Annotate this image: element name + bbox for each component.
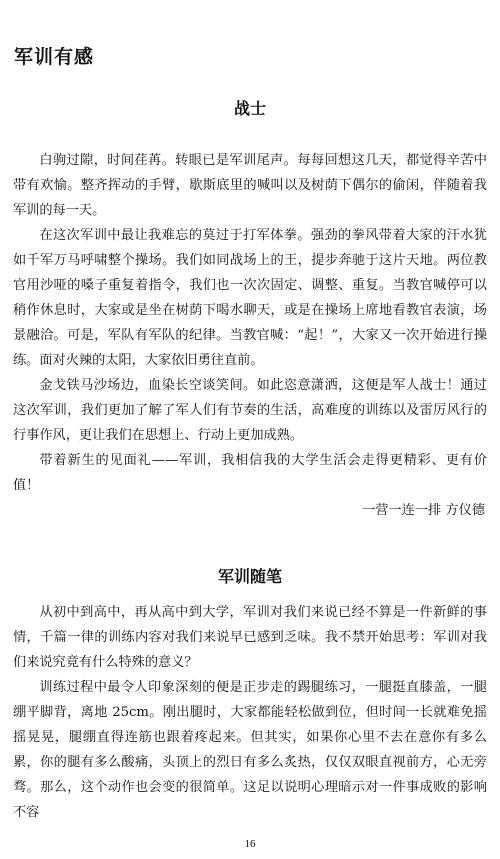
page-heading: 军训有感: [14, 46, 95, 68]
page-number: 16: [244, 838, 256, 850]
article-title-warrior: 战士: [233, 99, 266, 118]
paragraph: 金戈铁马沙场边，血染长空谈笑间。如此恣意潇洒，这便是军人战士！通过这次军训，我们更加了解了军人们有节奏的生活，高难度的训练以及雷厉风行的行事作风，更让我们在思想上、行动上更加成熟。: [13, 378, 487, 443]
paragraph: 训练过程中最令人印象深刻的便是正步走的踢腿练习，一腿挺直膝盖，一腿绷平脚背，离地 25cm。刚出腿时，大家都能轻松做到位，但时间一长就难免摇摇晃晃，腿绷直得连筋也跟着疼起来。但其实，如果你心里不去在意你有多么累，你的腿有多么酸痛，头顶上的烈日有多么炙热，仅仅双眼直视前方，心无旁骛。那么，这个动作也会变的很简单。这足以说明心理暗示对一件事成败的影响不容: [13, 680, 487, 820]
paragraph: 带着新生的见面礼——军训，我相信我的大学生活会走得更精彩、更有价值！: [13, 453, 487, 493]
author-signature: 一营一连一排 方仪德: [362, 503, 485, 518]
article-essay-body: [13, 600, 487, 825]
article-warrior-body: [13, 148, 487, 523]
paragraph: 从初中到高中，再从高中到大学，军训对我们来说已经不算是一件新鲜的事情，千篇一律的训练内容对我们来说早已感到乏味。我不禁开始思考：军训对我们来说究竟有什么特殊的意义？: [13, 605, 487, 670]
paragraph: 白驹过隙，时间荏苒。转眼已是军训尾声。每每回想这几天，都觉得辛苦中带有欢愉。整齐挥动的手臂，歇斯底里的喊叫以及树荫下偶尔的偷闲，伴随着我军训的每一天。: [13, 153, 487, 218]
paragraph: 在这次军训中最让我难忘的莫过于打军体拳。强劲的拳风带着大家的汗水犹如千军万马呼啸整个操场。我们如同战场上的王，提步奔驰于这片天地。两位教官用沙哑的嗓子重复着指令，我们也一次次固定、调整、重复。当教官喊停可以稍作休息时，大家或是坐在树荫下喝水聊天，或是在操场上席地看教官表演，场景融洽。可是，军队有军队的纪律。当教官喊：“起！”，大家又一次开始进行操练。面对火辣的太阳，大家依旧勇往直前。: [13, 228, 487, 368]
article-title-essay: 军训随笔: [217, 567, 282, 586]
